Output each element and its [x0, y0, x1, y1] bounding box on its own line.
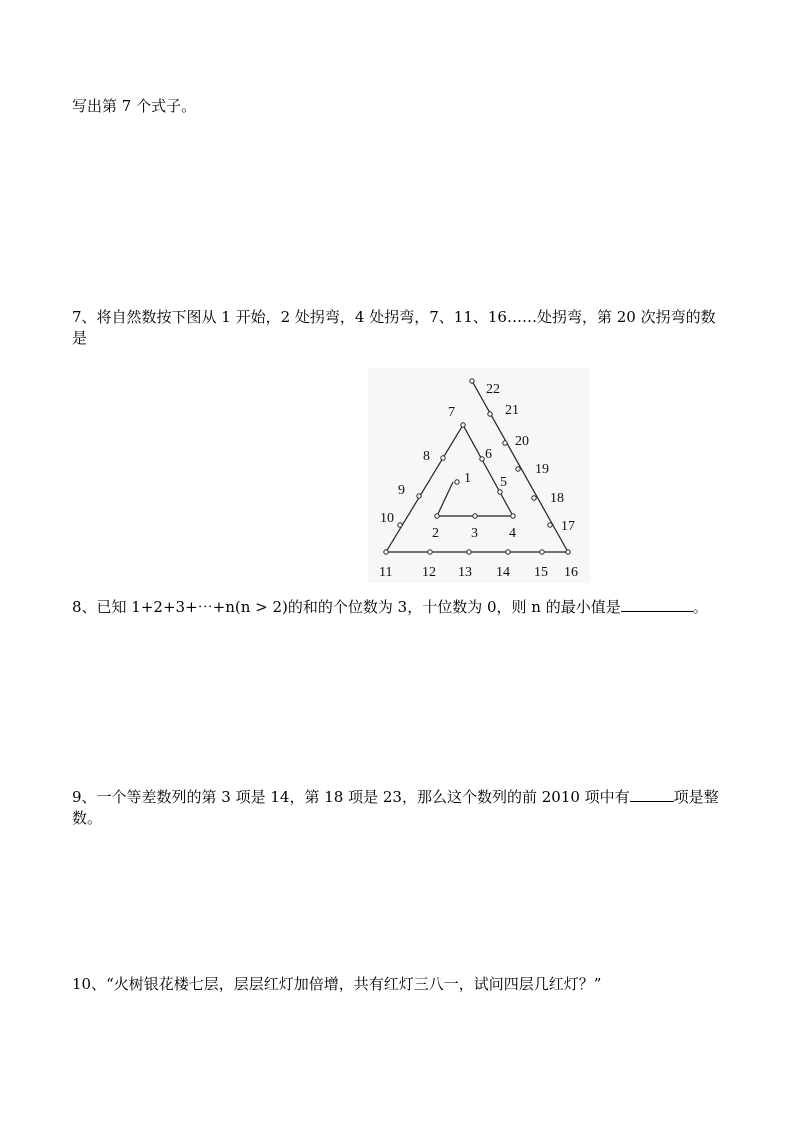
- figure-point-21: [488, 412, 492, 416]
- figure-label-22: 22: [486, 382, 500, 397]
- figure-point-16: [566, 550, 570, 554]
- figure-label-7: 7: [448, 405, 455, 420]
- number-triangle-figure: [368, 368, 590, 583]
- figure-label-13: 13: [458, 565, 472, 580]
- figure-label-3: 3: [471, 526, 478, 541]
- figure-label-10: 10: [380, 511, 394, 526]
- q7-text-line2: 是: [72, 329, 88, 347]
- figure-label-17: 17: [561, 519, 575, 534]
- figure-point-22: [470, 379, 474, 383]
- figure-point-3: [473, 514, 477, 518]
- q9-answer-blank[interactable]: [630, 786, 674, 802]
- figure-label-9: 9: [398, 483, 405, 498]
- figure-point-17: [548, 523, 552, 527]
- figure-point-18: [532, 496, 536, 500]
- figure-label-14: 14: [496, 565, 510, 580]
- figure-point-14: [506, 550, 510, 554]
- q8-answer-blank[interactable]: [621, 596, 693, 612]
- figure-label-16: 16: [564, 565, 578, 580]
- figure-label-20: 20: [515, 434, 529, 449]
- figure-label-2: 2: [432, 526, 439, 541]
- figure-point-4: [511, 514, 515, 518]
- figure-label-5: 5: [500, 475, 507, 490]
- q9-question-line1: [72, 786, 732, 808]
- q6-tail-text: 写出第 7 个式子。: [72, 97, 197, 115]
- q8-text: 8、已知 1+2+3+⋯+n(n > 2)的和的个位数为 3，十位数为 0，则 n 的最小值是: [72, 598, 621, 616]
- figure-label-12: 12: [422, 565, 436, 580]
- figure-point-11: [384, 550, 388, 554]
- figure-point-10: [398, 523, 402, 527]
- figure-label-21: 21: [505, 403, 519, 418]
- figure-label-18: 18: [550, 491, 564, 506]
- figure-label-6: 6: [485, 447, 492, 462]
- figure-point-19: [516, 467, 520, 471]
- number-triangle-svg: [368, 368, 590, 583]
- figure-point-12: [428, 550, 432, 554]
- q9-text-end: 项是整: [673, 788, 719, 806]
- q10-question: 10、“火树银花楼七层，层层红灯加倍增，共有红灯三八一，试问四层几红灯？”: [72, 975, 602, 993]
- figure-point-9: [417, 494, 421, 498]
- figure-label-1: 1: [464, 471, 471, 486]
- figure-label-4: 4: [509, 526, 516, 541]
- q7-text-line1: 7、将自然数按下图从 1 开始，2 处拐弯，4 处拐弯，7、11、16……处拐弯，第 20 次拐弯的数: [72, 308, 716, 326]
- q9-text: 9、一个等差数列的第 3 项是 14，第 18 项是 23，那么这个数列的前 2010 项中有: [72, 788, 630, 806]
- figure-point-13: [467, 550, 471, 554]
- figure-point-20: [503, 441, 507, 445]
- figure-point-6: [480, 457, 484, 461]
- figure-point-7: [461, 423, 465, 427]
- figure-label-15: 15: [534, 565, 548, 580]
- figure-label-8: 8: [423, 449, 430, 464]
- q8-text-end: 。: [692, 598, 708, 616]
- q8-question: [72, 596, 732, 618]
- figure-point-2: [435, 514, 439, 518]
- figure-point-5: [498, 490, 502, 494]
- q9-text-line2: 数。: [72, 809, 103, 827]
- figure-background: [368, 368, 590, 583]
- figure-point-8: [441, 456, 445, 460]
- figure-label-11: 11: [379, 565, 393, 580]
- figure-label-19: 19: [535, 462, 549, 477]
- figure-point-15: [540, 550, 544, 554]
- figure-point-1: [455, 480, 459, 484]
